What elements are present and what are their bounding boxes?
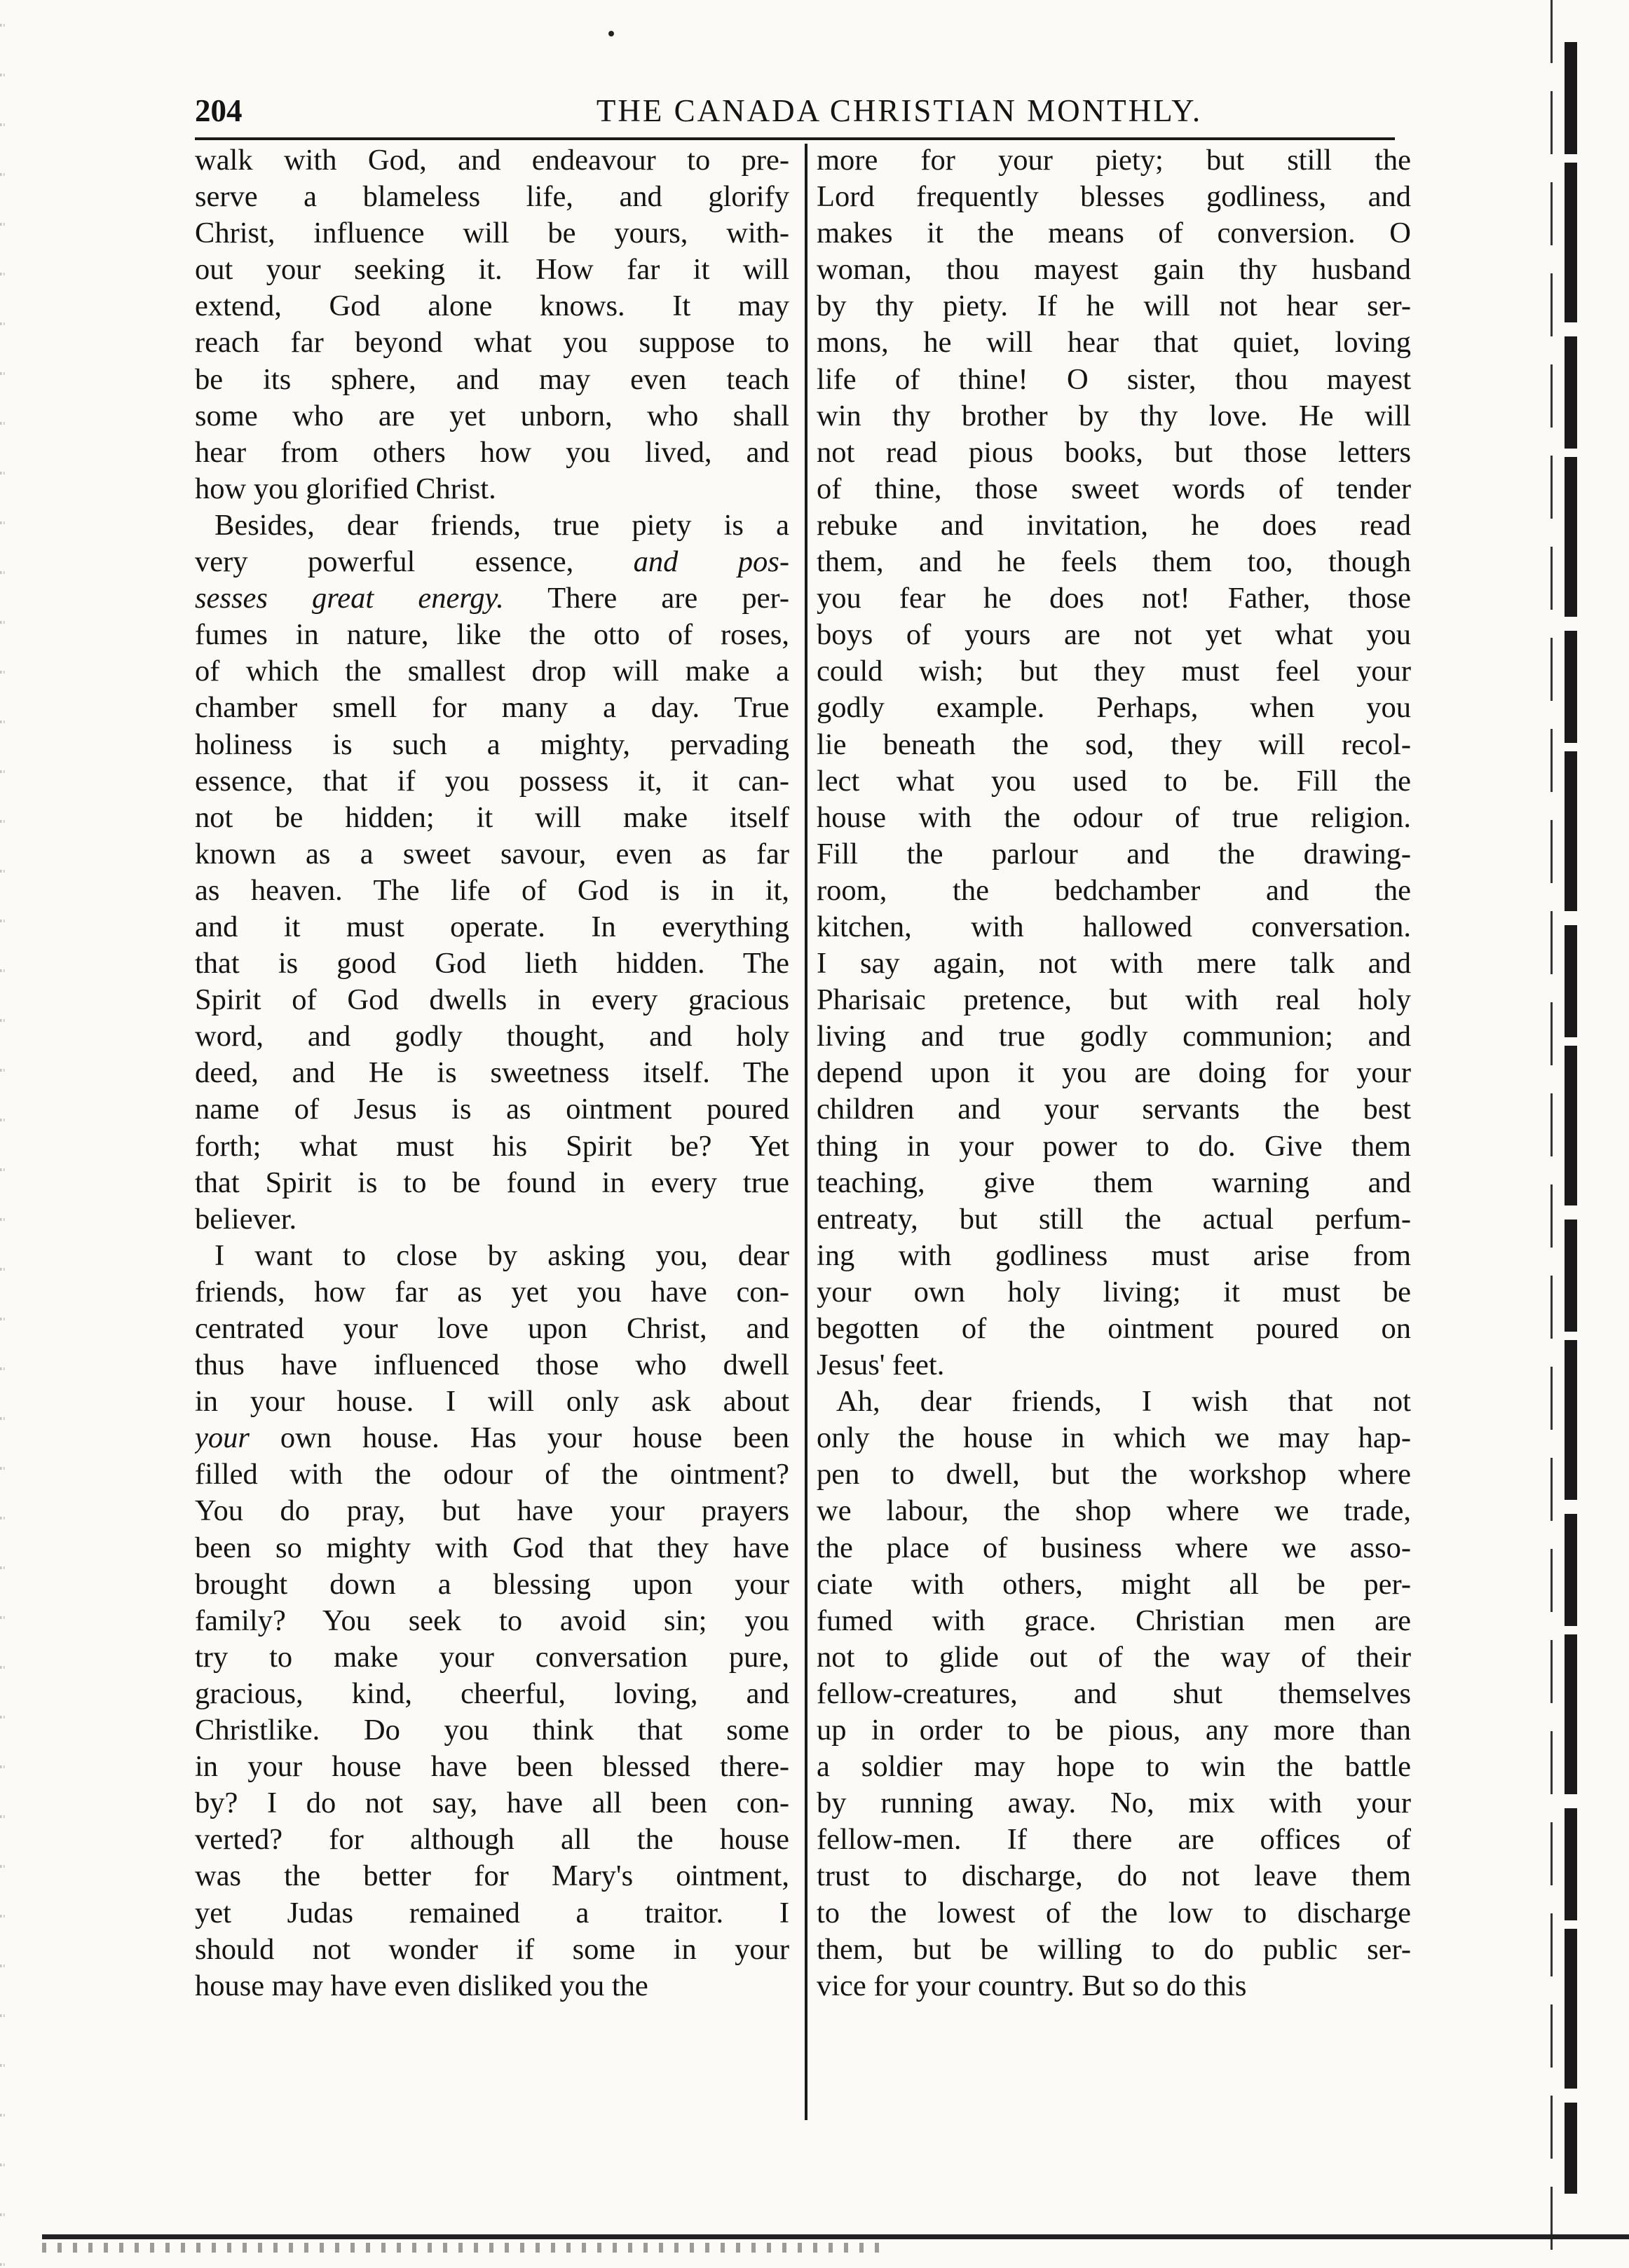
text-line: not to glide out of the way of their — [817, 1640, 1411, 1674]
ink-dot — [608, 31, 614, 36]
text-line: a soldier may hope to win the battle — [817, 1750, 1411, 1784]
text-line: boys of yours are not yet what you — [817, 618, 1411, 652]
text-line: begotten of the ointment poured on — [817, 1312, 1411, 1345]
text-line: Jesus' feet. — [817, 1348, 945, 1382]
text-line: how you glorified Christ. — [195, 472, 496, 505]
text-line: children and your servants the best — [817, 1093, 1411, 1126]
text-line: Spirit of God dwells in every gracious — [195, 983, 789, 1017]
text-line: be its sphere, and may even teach — [195, 362, 789, 396]
scan-edge-bottom — [42, 2234, 1629, 2239]
text-line: and it must operate. In everything — [195, 910, 789, 943]
text-line: thing in your power to do. Give them — [817, 1129, 1411, 1163]
left-column — [195, 142, 789, 2004]
text-line: centrated your love upon Christ, and — [195, 1312, 789, 1345]
text-line: known as a sweet savour, even as far — [195, 837, 789, 870]
text-line: deed, and He is sweetness itself. The — [195, 1056, 789, 1090]
text-line: I say again, not with mere talk and — [817, 947, 1411, 981]
text-line: rebuke and invitation, he does read — [817, 508, 1411, 542]
running-head: THE CANADA CHRISTIAN MONTHLY. — [596, 93, 1203, 128]
text-line: sesses great energy. There are per- — [195, 582, 789, 615]
text-line: room, the bedchamber and the — [817, 873, 1411, 907]
page-number: 204 — [195, 93, 243, 128]
text-line: could wish; but they must feel your — [817, 655, 1411, 688]
text-line: your own house. Has your house been — [195, 1421, 789, 1455]
text-line: extend, God alone knows. It may — [195, 289, 789, 323]
text-line: I want to close by asking you, dear — [214, 1238, 789, 1272]
text-line: friends, how far as yet you have con- — [195, 1275, 789, 1309]
text-line: Christ, influence will be yours, with- — [195, 217, 789, 250]
text-line: word, and godly thought, and holy — [195, 1020, 789, 1053]
text-line: woman, thou mayest gain thy husband — [817, 253, 1411, 287]
text-line: yet Judas remained a traitor. I — [195, 1896, 789, 1929]
text-line: in your house have been blessed there- — [195, 1750, 789, 1784]
text-line: forth; what must his Spirit be? Yet — [195, 1129, 789, 1163]
text-line: been so mighty with God that they have — [195, 1531, 789, 1564]
text-line: name of Jesus is as ointment poured — [195, 1093, 789, 1126]
text-line: mons, he will hear that quiet, loving — [817, 326, 1411, 360]
text-line: only the house in which we may hap- — [817, 1421, 1411, 1455]
text-line: hear from others how you lived, and — [195, 435, 789, 469]
text-line: that Spirit is to be found in every true — [195, 1166, 789, 1199]
text-line: win thy brother by thy love. He will — [817, 399, 1411, 432]
text-line: try to make your conversation pure, — [195, 1640, 789, 1674]
text-line: living and true godly communion; and — [817, 1020, 1411, 1053]
text-line: verted? for although all the house — [195, 1823, 789, 1857]
text-line: reach far beyond what you suppose to — [195, 326, 789, 360]
text-line: your own holy living; it must be — [817, 1275, 1411, 1309]
text-line: You do pray, but have your prayers — [195, 1494, 789, 1528]
text-line: holiness is such a mighty, pervading — [195, 727, 789, 761]
text-line: in your house. I will only ask about — [195, 1385, 789, 1419]
text-line: lie beneath the sod, they will recol- — [817, 727, 1411, 761]
text-line: by running away. No, mix with your — [817, 1787, 1411, 1820]
text-line: depend upon it you are doing for your — [817, 1056, 1411, 1090]
text-line: Lord frequently blesses godliness, and — [817, 180, 1411, 214]
text-line: not read pious books, but those letters — [817, 435, 1411, 469]
page-header — [195, 90, 1393, 140]
scan-edge-left — [0, 0, 91, 2268]
text-line: as heaven. The life of God is in it, — [195, 873, 789, 907]
text-line: was the better for Mary's ointment, — [195, 1859, 789, 1893]
text-line: fellow-men. If there are offices of — [817, 1823, 1411, 1857]
text-line: out your seeking it. How far it will — [195, 253, 789, 287]
text-line: chamber smell for many a day. True — [195, 691, 789, 725]
text-line: of thine, those sweet words of tender — [817, 472, 1411, 505]
text-line: teaching, give them warning and — [817, 1166, 1411, 1199]
text-line: you fear he does not! Father, those — [817, 582, 1411, 615]
text-line: walk with God, and endeavour to pre- — [195, 144, 789, 177]
text-line: should not wonder if some in your — [195, 1932, 789, 1966]
scan-edge-right — [1565, 42, 1577, 2194]
text-line: godly example. Perhaps, when you — [817, 691, 1411, 725]
text-line: fellow-creatures, and shut themselves — [817, 1676, 1411, 1710]
text-line: believer. — [195, 1202, 297, 1236]
text-line: entreaty, but still the actual perfum- — [817, 1202, 1411, 1236]
right-column — [817, 142, 1411, 2004]
text-line: them, and he feels them too, though — [817, 545, 1411, 579]
text-line: Pharisaic pretence, but with real holy — [817, 983, 1411, 1017]
header-rule — [195, 137, 1395, 140]
scan-edge-right-thin — [1550, 0, 1553, 2268]
text-line: brought down a blessing upon your — [195, 1567, 789, 1601]
text-line: Ah, dear friends, I wish that not — [836, 1385, 1411, 1419]
text-line: of which the smallest drop will make a — [195, 655, 789, 688]
text-line: life of thine! O sister, thou mayest — [817, 362, 1411, 396]
text-line: pen to dwell, but the workshop where — [817, 1458, 1411, 1491]
text-line: the place of business where we asso- — [817, 1531, 1411, 1564]
text-line: fumes in nature, like the otto of roses, — [195, 618, 789, 652]
text-line: that is good God lieth hidden. The — [195, 947, 789, 981]
text-line: Christlike. Do you think that some — [195, 1714, 789, 1747]
text-line: serve a blameless life, and glorify — [195, 180, 789, 214]
text-line: more for your piety; but still the — [817, 144, 1411, 177]
text-line: gracious, kind, cheerful, loving, and — [195, 1676, 789, 1710]
text-line: trust to discharge, do not leave them — [817, 1859, 1411, 1893]
column-rule — [805, 144, 807, 2120]
text-line: not be hidden; it will make itself — [195, 800, 789, 834]
text-line: family? You seek to avoid sin; you — [195, 1604, 789, 1637]
text-line: to the lowest of the low to discharge — [817, 1896, 1411, 1929]
text-line: Fill the parlour and the drawing- — [817, 837, 1411, 870]
text-line: filled with the odour of the ointment? — [195, 1458, 789, 1491]
text-line: kitchen, with hallowed conversation. — [817, 910, 1411, 943]
text-line: house may have even disliked you the — [195, 1969, 648, 2002]
text-line: them, but be willing to do public ser- — [817, 1932, 1411, 1966]
text-line: makes it the means of conversion. O — [817, 217, 1411, 250]
text-line: thus have influenced those who dwell — [195, 1348, 789, 1382]
text-line: by? I do not say, have all been con- — [195, 1787, 789, 1820]
text-line: ciate with others, might all be per- — [817, 1567, 1411, 1601]
text-line: some who are yet unborn, who shall — [195, 399, 789, 432]
text-line: very powerful essence, and pos- — [195, 545, 789, 579]
text-line: up in order to be pious, any more than — [817, 1714, 1411, 1747]
text-line: we labour, the shop where we trade, — [817, 1494, 1411, 1528]
text-line: essence, that if you possess it, it can- — [195, 764, 789, 798]
text-line: ing with godliness must arise from — [817, 1238, 1411, 1272]
text-line: fumed with grace. Christian men are — [817, 1604, 1411, 1637]
scan-speckle — [42, 2243, 883, 2253]
text-line: Besides, dear friends, true piety is a — [214, 508, 789, 542]
text-line: lect what you used to be. Fill the — [817, 764, 1411, 798]
text-line: house with the odour of true religion. — [817, 800, 1411, 834]
text-line: vice for your country. But so do this — [817, 1969, 1247, 2002]
text-line: by thy piety. If he will not hear ser- — [817, 289, 1411, 323]
